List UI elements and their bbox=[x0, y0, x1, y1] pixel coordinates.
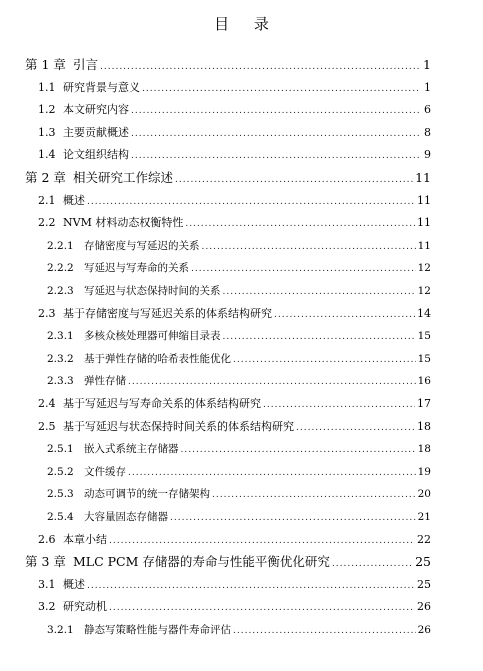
toc-entry-label: 概述 bbox=[63, 577, 85, 591]
toc-entry-number: 3.2 bbox=[38, 600, 56, 614]
toc-entry-number: 2.5.3 bbox=[47, 488, 74, 501]
dot-leader bbox=[128, 375, 416, 389]
toc-entry-number: 2.2.1 bbox=[47, 239, 74, 252]
toc-entry-number: 2.5 bbox=[38, 419, 56, 433]
toc-entry-number: 1.2 bbox=[38, 103, 56, 117]
toc-entry-page: 22 bbox=[417, 532, 431, 546]
toc-entry-page: 26 bbox=[417, 600, 431, 614]
toc-entry-label: 写延迟与状态保持时间的关系 bbox=[84, 285, 221, 297]
toc-entry-number: 第 1 章 bbox=[25, 57, 66, 72]
toc-entry-label: 相关研究工作综述 bbox=[73, 170, 174, 185]
toc-entry-label: 主要贡献概述 bbox=[63, 125, 129, 139]
toc-entry[interactable] bbox=[25, 555, 431, 571]
toc-entry-number: 1.1 bbox=[38, 80, 56, 94]
toc-entry-label: NVM 材料动态权衡特性 bbox=[63, 216, 184, 230]
toc-entry-number: 2.4 bbox=[38, 397, 56, 410]
toc-entry[interactable] bbox=[47, 284, 431, 299]
toc-entry[interactable] bbox=[38, 216, 431, 231]
page-title: 目 录 bbox=[214, 15, 279, 33]
toc-entry-number: 2.2.3 bbox=[47, 285, 74, 297]
dot-leader bbox=[109, 534, 415, 548]
toc-entry-page: 18 bbox=[417, 419, 431, 433]
toc-entry-number: 2.3.2 bbox=[47, 352, 74, 365]
toc-entry-number: 2.2.2 bbox=[47, 262, 74, 275]
toc-entry[interactable] bbox=[47, 374, 431, 389]
toc-entry[interactable] bbox=[47, 510, 431, 525]
toc-entry-label: 研究背景与意义 bbox=[63, 80, 140, 94]
toc-entry[interactable] bbox=[47, 329, 431, 344]
toc-entry-page: 12 bbox=[417, 262, 431, 275]
toc-entry-page: 18 bbox=[417, 443, 431, 456]
toc-entry-number: 1.3 bbox=[38, 125, 56, 139]
toc-entry[interactable] bbox=[38, 533, 431, 548]
toc-entry-page: 12 bbox=[417, 285, 431, 297]
toc-entry-number: 2.2 bbox=[38, 216, 56, 230]
toc-entry-label: 引言 bbox=[73, 57, 99, 72]
toc-entry-label: MLC PCM 存储器的寿命与性能平衡优化研究 bbox=[73, 554, 330, 570]
toc-entry[interactable] bbox=[38, 194, 431, 209]
toc-entry-page: 11 bbox=[417, 216, 431, 230]
toc-entry[interactable] bbox=[47, 352, 431, 367]
dot-leader bbox=[128, 466, 416, 480]
dot-leader bbox=[233, 624, 416, 638]
toc-entry-number: 1.4 bbox=[38, 148, 56, 162]
toc-entry-page: 1 bbox=[424, 80, 431, 94]
toc-entry-label: 本文研究内容 bbox=[63, 103, 129, 117]
toc-entry-label: 弹性存储 bbox=[84, 375, 126, 388]
dot-leader bbox=[212, 488, 416, 502]
dot-leader bbox=[175, 173, 413, 187]
toc-entry-page: 11 bbox=[417, 239, 431, 252]
toc-entry-page: 9 bbox=[424, 148, 431, 162]
dot-leader bbox=[191, 262, 416, 276]
toc-entry-label: 写延迟与写寿命的关系 bbox=[84, 262, 189, 275]
toc-entry[interactable] bbox=[38, 103, 431, 118]
toc-entry-page: 17 bbox=[417, 397, 431, 410]
dot-leader bbox=[100, 60, 419, 74]
toc-entry[interactable] bbox=[25, 171, 431, 187]
dot-leader bbox=[332, 557, 413, 571]
dot-leader bbox=[223, 285, 416, 299]
toc-entry[interactable] bbox=[47, 623, 431, 638]
dot-leader bbox=[87, 579, 415, 593]
dot-leader bbox=[185, 217, 415, 231]
dot-leader bbox=[181, 443, 416, 457]
toc-entry[interactable] bbox=[38, 578, 431, 593]
dot-leader bbox=[131, 104, 419, 118]
toc-entry-label: 概述 bbox=[63, 193, 85, 207]
toc-entry-page: 11 bbox=[415, 170, 431, 185]
toc-entry[interactable] bbox=[38, 397, 431, 412]
toc-entry-number: 2.3 bbox=[38, 306, 56, 320]
toc-entry-number: 2.3.1 bbox=[47, 330, 74, 343]
toc-entry-page: 1 bbox=[423, 57, 431, 72]
toc-entry-page: 6 bbox=[424, 103, 431, 117]
toc-entry-page: 14 bbox=[417, 306, 431, 320]
dot-leader bbox=[131, 127, 419, 141]
toc-entry[interactable] bbox=[38, 600, 431, 615]
toc-entry[interactable] bbox=[47, 239, 431, 254]
toc-entry-label: 静态写策略性能与器件寿命评估 bbox=[84, 624, 231, 636]
dot-leader bbox=[233, 353, 416, 367]
toc-entry[interactable] bbox=[38, 81, 431, 96]
toc-entry-label: 嵌入式系统主存储器 bbox=[84, 443, 179, 456]
toc-entry-label: 基于存储密度与写延迟关系的体系结构研究 bbox=[63, 306, 272, 320]
toc-entry-label: 基于写延迟与写寿命关系的体系结构研究 bbox=[63, 397, 261, 410]
toc-entry-label: 基于弹性存储的哈希表性能优化 bbox=[84, 352, 231, 365]
dot-leader bbox=[202, 240, 416, 254]
toc-entry-page: 25 bbox=[415, 554, 431, 570]
toc-entry[interactable] bbox=[47, 442, 431, 457]
toc-entry[interactable] bbox=[47, 487, 431, 502]
toc-entry-number: 第 2 章 bbox=[25, 170, 66, 185]
toc-entry-page: 26 bbox=[417, 624, 431, 636]
toc-entry-number: 2.5.1 bbox=[47, 443, 74, 456]
toc-entry-label: 基于写延迟与状态保持时间关系的体系结构研究 bbox=[63, 419, 294, 433]
toc-entry[interactable] bbox=[38, 126, 431, 141]
toc-entry-page: 20 bbox=[417, 488, 431, 501]
toc-entry-page: 15 bbox=[417, 352, 431, 365]
toc-entry-page: 15 bbox=[417, 330, 431, 343]
toc-entry-label: 文件缓存 bbox=[84, 465, 126, 478]
toc-entry[interactable] bbox=[38, 307, 431, 322]
dot-leader bbox=[274, 308, 415, 322]
toc-entry-page: 21 bbox=[417, 511, 431, 523]
toc-entry-number: 2.3.3 bbox=[47, 375, 74, 388]
toc-entry[interactable] bbox=[38, 420, 431, 435]
toc-entry-label: 本章小结 bbox=[63, 532, 107, 546]
dot-leader bbox=[131, 149, 419, 163]
toc-entry-number: 2.1 bbox=[38, 193, 56, 207]
dot-leader bbox=[263, 398, 415, 412]
toc-entry[interactable] bbox=[47, 261, 431, 276]
toc-entry-label: 动态可调节的统一存储架构 bbox=[84, 488, 210, 501]
toc-entry[interactable] bbox=[47, 465, 431, 480]
toc-entry[interactable] bbox=[25, 58, 431, 74]
dot-leader bbox=[170, 511, 416, 525]
toc-entry-label: 论文组织结构 bbox=[63, 148, 129, 162]
dot-leader bbox=[87, 195, 415, 209]
toc-entry[interactable] bbox=[38, 148, 431, 163]
toc-entry-number: 第 3 章 bbox=[25, 554, 66, 570]
toc-entry-page: 16 bbox=[417, 375, 431, 388]
toc-entry-page: 11 bbox=[417, 193, 431, 207]
toc-entry-label: 研究动机 bbox=[63, 600, 107, 614]
dot-leader bbox=[223, 330, 416, 344]
toc-entry-page: 25 bbox=[417, 577, 431, 591]
toc-entry-number: 3.2.1 bbox=[47, 624, 74, 636]
dot-leader bbox=[109, 601, 415, 615]
toc-entry-page: 8 bbox=[424, 125, 431, 139]
toc-entry-number: 2.5.2 bbox=[47, 465, 74, 478]
toc-entry-page: 19 bbox=[417, 465, 431, 478]
toc-entry-label: 大容量固态存储器 bbox=[84, 511, 168, 523]
toc-entry-number: 2.5.4 bbox=[47, 511, 74, 523]
dot-leader bbox=[296, 421, 415, 435]
toc-entry-label: 多核众核处理器可伸缩目录表 bbox=[84, 330, 221, 343]
toc-entry-number: 2.6 bbox=[38, 532, 56, 546]
toc-entry-label: 存储密度与写延迟的关系 bbox=[84, 239, 200, 252]
toc-entry-number: 3.1 bbox=[38, 577, 56, 591]
dot-leader bbox=[142, 82, 419, 96]
